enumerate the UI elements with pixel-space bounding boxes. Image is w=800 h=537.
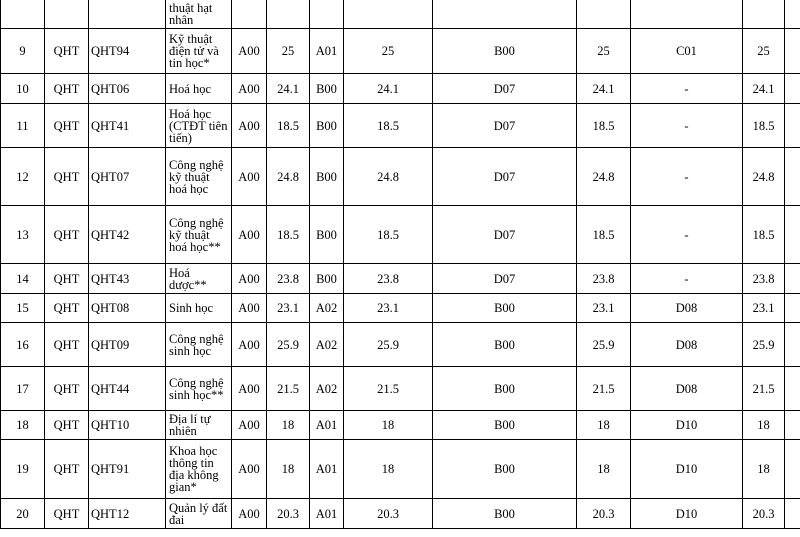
score-2-cell: 25 [344, 29, 433, 74]
score-4-cell: 23.1 [743, 294, 785, 323]
combo-4-cell: D08 [631, 294, 743, 323]
stt-cell: 11 [1, 104, 45, 148]
school-cell: QHT [45, 104, 89, 148]
score-1-cell: 25.9 [267, 323, 310, 367]
table-row [1, 323, 800, 367]
combo-1-cell: A00 [232, 294, 267, 323]
combo-4-cell: D10 [631, 440, 743, 499]
school-cell: QHT [45, 74, 89, 104]
combo-3-cell: D07 [433, 206, 577, 264]
stt-cell: 14 [1, 264, 45, 294]
program-name-cell: Công nghệ sinh học** [166, 367, 232, 411]
combo-3-cell: D07 [433, 264, 577, 294]
combo-4-cell: - [631, 148, 743, 206]
score-2-cell: 20.3 [344, 499, 433, 529]
program-name-cell: Địa lí tự nhiên [166, 411, 232, 440]
combo-3-cell: B00 [433, 411, 577, 440]
combo-4-cell: - [631, 104, 743, 148]
score-2-cell: 18 [344, 440, 433, 499]
empty-cell [785, 104, 800, 148]
table-row [1, 440, 800, 499]
score-3-cell: 25.9 [577, 323, 631, 367]
combo-3-cell: D07 [433, 74, 577, 104]
code-cell: QHT94 [89, 29, 166, 74]
stt-cell: 16 [1, 323, 45, 367]
combo-2-cell: A01 [310, 29, 344, 74]
combo-2-cell: B00 [310, 148, 344, 206]
score-4-cell [743, 0, 785, 29]
program-name-cell: Quản lý đất đai [166, 499, 232, 529]
combo-4-cell: C01 [631, 29, 743, 74]
combo-2-cell [310, 0, 344, 29]
score-4-cell: 18 [743, 440, 785, 499]
combo-4-cell [631, 0, 743, 29]
program-name-cell: Khoa học thông tin địa không gian* [166, 440, 232, 499]
empty-cell [785, 206, 800, 264]
score-1-cell: 23.8 [267, 264, 310, 294]
program-name-cell: Công nghệ sinh học [166, 323, 232, 367]
score-1-cell: 24.8 [267, 148, 310, 206]
score-2-cell: 24.8 [344, 148, 433, 206]
combo-1-cell: A00 [232, 499, 267, 529]
score-4-cell: 18 [743, 411, 785, 440]
empty-cell [785, 294, 800, 323]
score-1-cell: 18.5 [267, 104, 310, 148]
school-cell: QHT [45, 29, 89, 74]
code-cell: QHT07 [89, 148, 166, 206]
program-name-cell: Công nghệ kỹ thuật hoá học [166, 148, 232, 206]
score-4-cell: 20.3 [743, 499, 785, 529]
stt-cell [1, 0, 45, 29]
score-3-cell: 18.5 [577, 104, 631, 148]
combo-1-cell: A00 [232, 29, 267, 74]
table-row [1, 206, 800, 264]
score-4-cell: 18.5 [743, 206, 785, 264]
table-row [1, 367, 800, 411]
code-cell: QHT43 [89, 264, 166, 294]
score-2-cell: 25.9 [344, 323, 433, 367]
score-2-cell: 23.1 [344, 294, 433, 323]
school-cell: QHT [45, 440, 89, 499]
empty-cell [785, 29, 800, 74]
score-3-cell: 24.8 [577, 148, 631, 206]
score-2-cell [344, 0, 433, 29]
score-3-cell: 18 [577, 411, 631, 440]
code-cell: QHT06 [89, 74, 166, 104]
combo-1-cell: A00 [232, 264, 267, 294]
score-4-cell: 25 [743, 29, 785, 74]
program-name-cell: Kỹ thuật điện tử và tin học* [166, 29, 232, 74]
combo-2-cell: A02 [310, 294, 344, 323]
stt-cell: 20 [1, 499, 45, 529]
combo-3-cell [433, 0, 577, 29]
score-3-cell: 20.3 [577, 499, 631, 529]
score-1-cell: 24.1 [267, 74, 310, 104]
stt-cell: 17 [1, 367, 45, 411]
combo-3-cell: B00 [433, 294, 577, 323]
score-3-cell: 23.1 [577, 294, 631, 323]
table-row [1, 294, 800, 323]
stt-cell: 12 [1, 148, 45, 206]
school-cell: QHT [45, 323, 89, 367]
score-4-cell: 21.5 [743, 367, 785, 411]
table-row [1, 499, 800, 529]
table-row [1, 74, 800, 104]
table-row [1, 264, 800, 294]
score-3-cell: 24.1 [577, 74, 631, 104]
combo-1-cell: A00 [232, 323, 267, 367]
stt-cell: 15 [1, 294, 45, 323]
score-3-cell: 21.5 [577, 367, 631, 411]
empty-cell [785, 411, 800, 440]
code-cell: QHT12 [89, 499, 166, 529]
school-cell: QHT [45, 411, 89, 440]
combo-2-cell: A02 [310, 323, 344, 367]
empty-cell [785, 148, 800, 206]
table-row [1, 148, 800, 206]
combo-1-cell: A00 [232, 440, 267, 499]
score-1-cell: 18.5 [267, 206, 310, 264]
combo-2-cell: B00 [310, 264, 344, 294]
score-2-cell: 21.5 [344, 367, 433, 411]
empty-cell [785, 440, 800, 499]
program-name-cell: Công nghệ kỹ thuật hoá học** [166, 206, 232, 264]
school-cell: QHT [45, 499, 89, 529]
program-name-cell: Sinh học [166, 294, 232, 323]
combo-3-cell: D07 [433, 148, 577, 206]
combo-2-cell: A01 [310, 411, 344, 440]
empty-cell [785, 74, 800, 104]
combo-4-cell: - [631, 206, 743, 264]
score-2-cell: 18 [344, 411, 433, 440]
score-3-cell: 18 [577, 440, 631, 499]
combo-1-cell: A00 [232, 74, 267, 104]
empty-cell [785, 323, 800, 367]
stt-cell: 13 [1, 206, 45, 264]
code-cell: QHT09 [89, 323, 166, 367]
combo-1-cell: A00 [232, 206, 267, 264]
program-name-cell: Hoá học (CTĐT tiên tiến) [166, 104, 232, 148]
school-cell [45, 0, 89, 29]
stt-cell: 10 [1, 74, 45, 104]
score-4-cell: 25.9 [743, 323, 785, 367]
score-1-cell: 21.5 [267, 367, 310, 411]
score-1-cell: 23.1 [267, 294, 310, 323]
combo-2-cell: B00 [310, 74, 344, 104]
combo-1-cell: A00 [232, 411, 267, 440]
score-1-cell: 18 [267, 440, 310, 499]
combo-4-cell: - [631, 74, 743, 104]
combo-2-cell: A01 [310, 499, 344, 529]
score-1-cell [267, 0, 310, 29]
school-cell: QHT [45, 264, 89, 294]
combo-3-cell: B00 [433, 440, 577, 499]
program-name-cell: Hoá dược** [166, 264, 232, 294]
combo-4-cell: D10 [631, 499, 743, 529]
combo-3-cell: B00 [433, 323, 577, 367]
combo-1-cell: A00 [232, 367, 267, 411]
score-1-cell: 18 [267, 411, 310, 440]
score-3-cell: 25 [577, 29, 631, 74]
table-row [1, 411, 800, 440]
combo-3-cell: D07 [433, 104, 577, 148]
score-4-cell: 23.8 [743, 264, 785, 294]
code-cell [89, 0, 166, 29]
school-cell: QHT [45, 148, 89, 206]
combo-2-cell: B00 [310, 104, 344, 148]
combo-4-cell: D10 [631, 411, 743, 440]
empty-cell [785, 367, 800, 411]
stt-cell: 19 [1, 440, 45, 499]
program-name-cell: Hoá học [166, 74, 232, 104]
school-cell: QHT [45, 294, 89, 323]
code-cell: QHT91 [89, 440, 166, 499]
code-cell: QHT41 [89, 104, 166, 148]
score-4-cell: 24.1 [743, 74, 785, 104]
score-1-cell: 20.3 [267, 499, 310, 529]
code-cell: QHT08 [89, 294, 166, 323]
combo-2-cell: A01 [310, 440, 344, 499]
combo-3-cell: B00 [433, 29, 577, 74]
score-2-cell: 24.1 [344, 74, 433, 104]
score-4-cell: 24.8 [743, 148, 785, 206]
empty-cell [785, 499, 800, 529]
school-cell: QHT [45, 206, 89, 264]
score-3-cell: 23.8 [577, 264, 631, 294]
score-3-cell [577, 0, 631, 29]
table-row [1, 0, 800, 29]
stt-cell: 18 [1, 411, 45, 440]
combo-4-cell: D08 [631, 323, 743, 367]
combo-1-cell: A00 [232, 148, 267, 206]
code-cell: QHT44 [89, 367, 166, 411]
score-4-cell: 18.5 [743, 104, 785, 148]
combo-2-cell: B00 [310, 206, 344, 264]
score-2-cell: 18.5 [344, 206, 433, 264]
table-row [1, 104, 800, 148]
combo-3-cell: B00 [433, 367, 577, 411]
combo-3-cell: B00 [433, 499, 577, 529]
combo-4-cell: - [631, 264, 743, 294]
program-name-cell: thuật hạt nhân [166, 0, 232, 29]
score-2-cell: 18.5 [344, 104, 433, 148]
combo-2-cell: A02 [310, 367, 344, 411]
stt-cell: 9 [1, 29, 45, 74]
school-cell: QHT [45, 367, 89, 411]
combo-4-cell: D08 [631, 367, 743, 411]
combo-1-cell [232, 0, 267, 29]
empty-cell [785, 264, 800, 294]
score-1-cell: 25 [267, 29, 310, 74]
score-2-cell: 23.8 [344, 264, 433, 294]
code-cell: QHT42 [89, 206, 166, 264]
score-3-cell: 18.5 [577, 206, 631, 264]
table-row [1, 29, 800, 74]
empty-cell [785, 0, 800, 29]
combo-1-cell: A00 [232, 104, 267, 148]
code-cell: QHT10 [89, 411, 166, 440]
